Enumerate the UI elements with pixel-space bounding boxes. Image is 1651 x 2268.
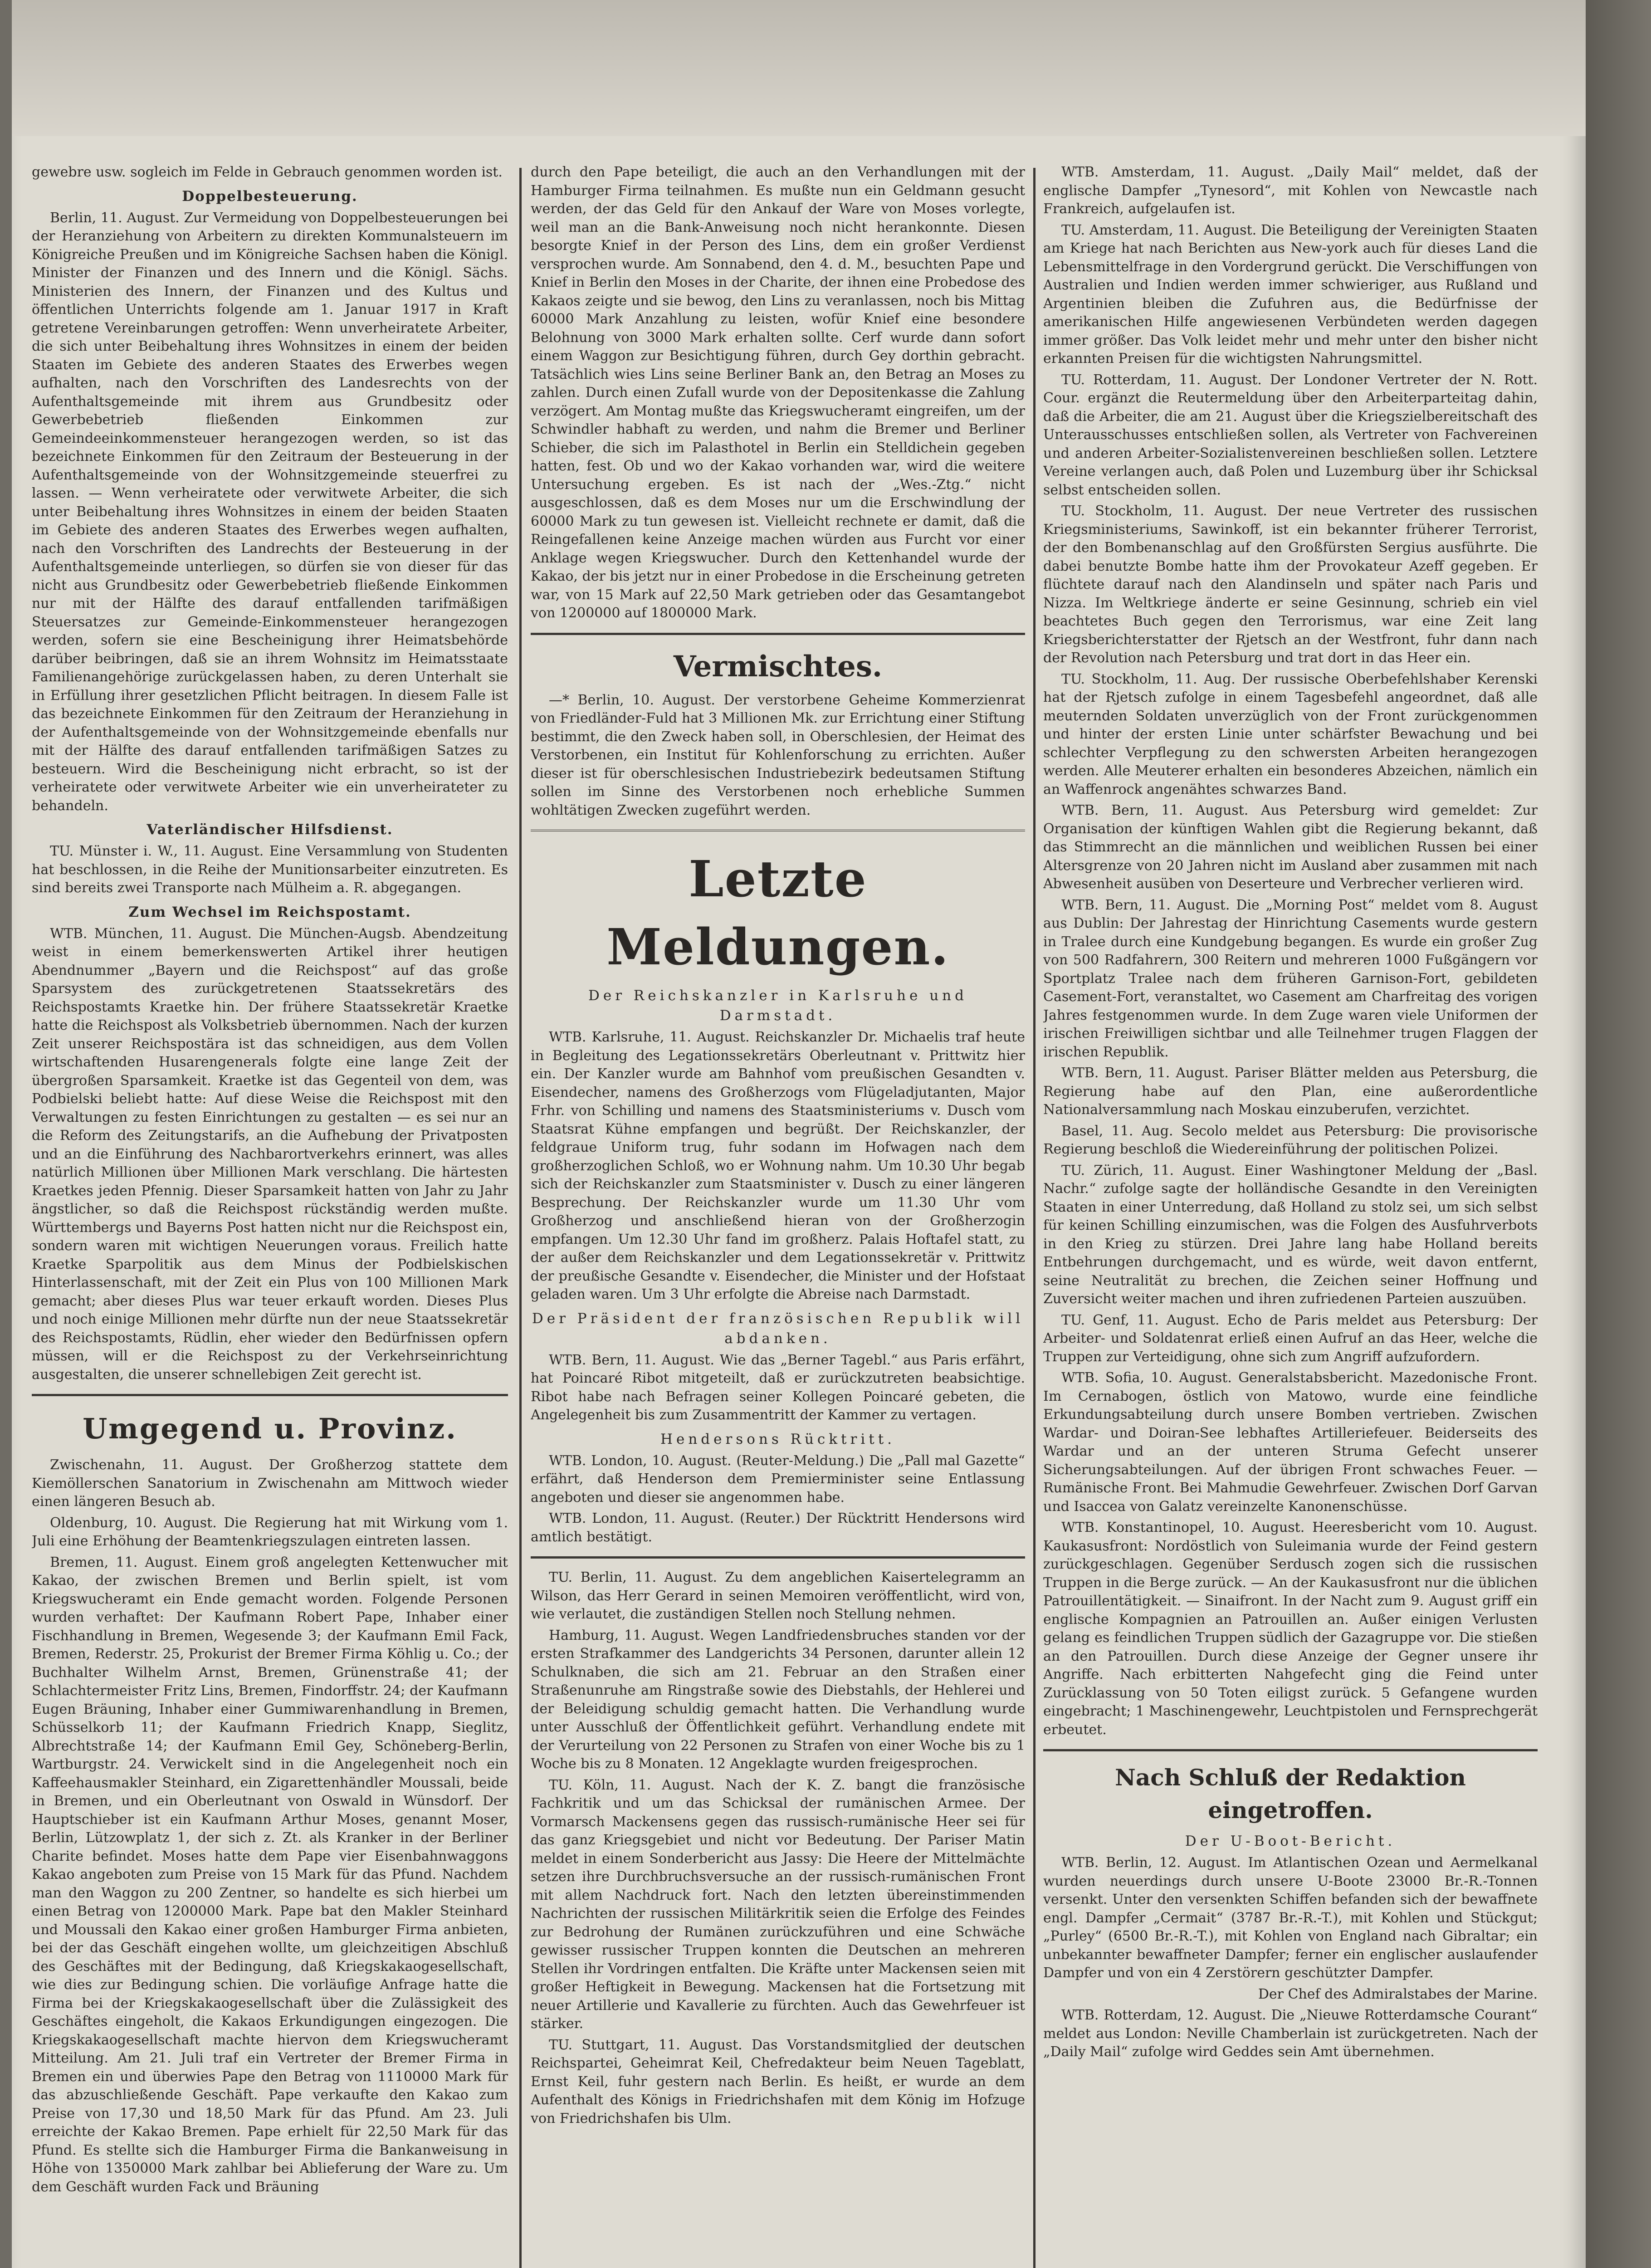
article-basel: Basel, 11. Aug. Secolo meldet aus Petersburg: Die provisorische Regierung beschloß die Wiedereinführung der politischen Polizei. xyxy=(1043,1123,1538,1157)
article-stuttgart: TU. Stuttgart, 11. August. Das Vorstandsmitglied der deutschen Reichspartei, Geheimrat Keil, Chefredakteur beim Neuen Tageblatt, Ernst Keil, fuhr gestern nach Berlin. Es heißt, er wurde an dem Aufenthalt des Königs in Friedrichshafen mit dem König im Hofzuge von Friedrichshafen bis Ulm. xyxy=(531,2037,1025,2126)
separator xyxy=(32,1394,508,1396)
article-amsterdam-2: TU. Amsterdam, 11. August. Die Beteiligung der Vereinigten Staaten am Kriege hat nach Berichten aus New-york auch für dieses Land die Lebensmittelfrage in den Vordergrund gerückt. Die Verschiffungen von Australien und Indien werden immer schwieriger, aus Rußland und Argentinien bleiben die Zufuhren aus, die Bedürfnisse der amerikanischen Hilfe angewiesenen Verbündeten werden dagegen immer größer. Das Volk leidet mehr und mehr unter den bisher nicht erkannten Preisen für die wichtigsten Nahrungsmittel. xyxy=(1043,222,1538,367)
article-reichspostamt: WTB. München, 11. August. Die München-Augsb. Abendzeitung weist in einem bemerkenswerten Artikel ihrer heutigen Abendnummer „Bayern und die Reichspost“ auf das große Sparsystem des zurückgetretenen Staatssekretärs des Reichspostamts Kraetke hin. Der frühere Staatssekretär Kraetke hatte die Reichspost als Volksbetrieb übernommen. Nach der kurzen Zeit unserer Reichspostära ist das schneidigen, aus dem Vollen wirtschaftenden Husarengenerals folgte eine lange Zeit der übergroßen Sparsamkeit. Kraetke ist das Gegenteil von dem, was Podbielski beliebt hatte: Auf diese Weise die Reichspost mit den Verwaltungen zu festen Einrichtungen zu gestalten — es sei nur an die Reform des Zeitungstarifs, an die Aufhebung der Privatposten und an die Einführung des Nachbarortverkehrs erinnert, was alles natürlich Millionen über Millionen Mark verschlang. Die härtesten Kraetkes jeden Pfennig. Dieser Sparsamkeit hatten von Jahr zu Jahr ängstlicher, so daß die Reichspost rückständig werden mußte. Württembergs und Bayerns Post hatten nicht nur die Reichspost ein, sondern waren mit wichtigen Neuerungen voraus. Freilich hatte Kraetke Sparpolitik aus dem Minus der Podbielskischen Hinterlassenschaft, mit der Zeit ein Plus von 100 Millionen Mark gemacht; aber dieses Plus war teuer erkauft worden. Dieses Plus und noch einige Millionen mehr dürfte nun der neue Staatssekretär des Reichspostamts, Rüdlin, eher wieder den Bedürfnissen opfern müssen, will er die Reichspost zu der Verkehrseinrichtung ausgestalten, die unserer schnellebigen Zeit gerecht ist. xyxy=(32,925,508,1383)
headline-henderson: Hendersons Rücktritt. xyxy=(660,1431,896,1447)
column-3 xyxy=(1043,163,1538,2268)
article-konstantinopel: WTB. Konstantinopel, 10. August. Heeresbericht vom 10. August. Kaukasusfront: Nordöstlich von Suleimania wurde der Feind gestern zurückgeschlagen. Gegenüber Serdusch zogen sich die russischen Truppen in die Berge zurück. — An der Kaukasusfront nur die üblichen Patrouillentätigkeit. — Sinaifront. In der Nacht zum 9. August griff ein englische Kompagnien an Patrouillen an. Außer einigen Verlusten gelang es feindlichen Truppen südlich der Gazagruppe vor. Die stießen an den Patrouillen. Durch diese Anzeige der Gegner unsere ihr Angriffe. Nach erbitterten Nahgefecht ging die Feind unter Zurücklassung von 50 Toten eiligst zurück. 5 Gefangene wurden eingebracht; 1 Maschinengewehr, Leuchtpistolen und Fernsprechgerät erbeutet. xyxy=(1043,1520,1538,1738)
separator xyxy=(1043,1749,1538,1751)
headline-praesident: Der Präsident der französischen Republik will abdanken. xyxy=(532,1310,1024,1347)
article-praesident: WTB. Bern, 11. August. Wie das „Berner Tagebl.“ aus Paris erfährt, hat Poincaré Ribot mitgeteilt, daß er zurückzutreten beabsichtige. Ribot habe nach Befragen seiner Kollegen Poincaré gebeten, die Angelegenheit bis zum Zusammentritt der Kammer zu vertagen. xyxy=(531,1352,1025,1423)
headline-doppelbesteuerung: Doppelbesteuerung. xyxy=(182,188,358,205)
article-bern-2: WTB. Bern, 11. August. Die „Morning Post“ meldet vom 8. August aus Dublin: Der Jahrestag der Hinrichtung Casements wurde gestern in Tralee durch eine Kundgebung begangen. Es wurde ein großer Zug von 500 Radfahrern, 300 Reitern und mehreren 1000 Fußgängern vor Sportplatz Tralee nach dem früheren Garnison-Fort, gebildeten Casement-Fort, veranstaltet, wo Casement am Charfreitag des vorigen Jahres festgenommen wurde. In dem Zuge waren viele Uniformen der irischen Freiwilligen sichtbar und alle Teilnehmer trugen Flaggen der irischen Republik. xyxy=(1043,897,1538,1060)
article-zwischenahn: Zwischenahn, 11. August. Der Großherzog stattete dem Kiemöllerschen Sanatorium in Zwischenahn am Mittwoch wieder einen längeren Besuch ab. xyxy=(32,1457,508,1510)
previous-page-strip xyxy=(12,0,1586,136)
headline-uboot: Der U-Boot-Bericht. xyxy=(1185,1833,1396,1849)
separator xyxy=(531,830,1025,835)
headline-reichspostamt: Zum Wechsel im Reichspostamt. xyxy=(128,904,411,920)
separator xyxy=(531,1556,1025,1559)
article-hamburg: Hamburg, 11. August. Wegen Landfriedensbruches standen vor der ersten Strafkammer des Landgerichts 34 Personen, darunter allein 12 Schulknaben, die sich am 21. Februar an den Straßen einer Straßenunruhe am Ringstraße sowie des Diebstahls, der Hehlerei und der Beleidigung schuldig gemacht hatten. Die Verhandlung wurde unter Ausschluß der Öffentlichkeit geführt. Verhandlung endete mit der Verurteilung von 22 Personen zu Strafen von einer Woche bis zu 1 Woche bis zu 8 Monaten. 12 Angeklagte wurden freigesprochen. xyxy=(531,1627,1025,1772)
article-reichskanzler: WTB. Karlsruhe, 11. August. Reichskanzler Dr. Michaelis traf heute in Begleitung des Legationssekretärs Oberleutnant v. Prittwitz hier ein. Der Kanzler wurde am Bahnhof vom preußischen Gesandten v. Eisendecher, namens des Großherzogs vom Flügeladjutanten, Major Frhr. von Schilling und namens des Staatsministeriums v. Dusch vom Staatsrat Kühne empfangen und begrüßt. Der Reichskanzler, der feldgraue Uniform trug, fuhr sodann im Hofwagen nach dem großherzoglichen Schloß, wo er Wohnung nahm. Um 10.30 Uhr begab sich der Reichskanzler zum Staatsminister v. Dusch zu einer längeren Besprechung. Der Reichskanzler wurde um 11.30 Uhr vom Großherzog und anschließend hieran von der Großherzogin empfangen. Um 12.30 Uhr fand im großherz. Palais Hoftafel statt, zu der außer dem Reichskanzler und dem Legationssekretär v. Prittwitz der preußische Gesandte v. Eisendecher, die Minister und der Hofstaat geladen waren. Um 3 Uhr erfolgte die Abreise nach Darmstadt. xyxy=(531,1029,1025,1302)
column-2 xyxy=(531,163,1025,2268)
article-stockholm-2: TU. Stockholm, 11. Aug. Der russische Oberbefehlshaber Kerenski hat der Rjetsch zufolge in einem Tagesbefehl angeordnet, daß alle meuternden Soldaten unverzüglich von der Front zurückgenommen und hinter der ersten Linie unter schärfster Bewachung und bei schlechter Verpflegung zu den schwersten Arbeiten herangezogen werden. Alle Meuterer erhalten ein besonderes Abzeichen, nämlich ein an Waffenrock angenähtes schwarzes Band. xyxy=(1043,671,1538,797)
headline-vermischtes: Vermischtes. xyxy=(673,649,883,684)
article-henderson-2: WTB. London, 11. August. (Reuter.) Der Rücktritt Hendersons wird amtlich bestätigt. xyxy=(531,1510,1025,1545)
article-zuerich: TU. Zürich, 11. August. Einer Washingtoner Meldung der „Basl. Nachr.“ zufolge sagte der holländische Gesandte in den Vereinigten Staaten in einer Unterredung, daß Holland zu stolz sei, um sich selbst für keinen Schilling einzumischen, was die Folgen des Ausfuhrverbots in den Krieg zu stürzen. Drei Jahre lang habe Holland bereits Entbehrungen durchgemacht, und es würde, weit davon entfernt, seine Neutralität zu brechen, die Zeichen seiner Hoffnung und Zuversicht weiter machen und ihren zufriedenen Parteien auszuüben. xyxy=(1043,1162,1538,1307)
article-doppelbesteuerung: Berlin, 11. August. Zur Vermeidung von Doppelbesteuerungen bei der Heranziehung von Arbeitern zu direkten Kommunalsteuern im Königreiche Preußen und im Königreiche Sachsen haben die Königl. Minister der Finanzen und des Innern und die Königl. Sächs. Ministerien des Innern, der Finanzen und des Kultus und öffentlichen Unterrichts folgende am 1. Januar 1917 in Kraft getretene Vereinbarungen getroffen: Wenn unverheiratete Arbeiter, die sich unter Beibehaltung ihres Wohnsitzes in einem der beiden Staaten im Gebiete des anderen Staates des Erwerbes wegen aufhalten, nach den Vorschriften des Landesrechts von der Aufenthaltsgemeinde mit ihrem aus Grundbesitz oder Gewerbebetrieb fließenden Einkommen zur Gemeindeeinkommensteuer herangezogen werden, so ist das bezeichnete Einkommen für den Zeitraum der Besteuerung in der Aufenthaltsgemeinde von der Wohnsitzgemeinde steuerfrei zu lassen. — Wenn verheiratete oder verwitwete Arbeiter, die sich unter Beibehaltung ihres Wohnsitzes in einem der beiden Staaten im Gebiete des anderen Staates des Erwerbes wegen aufhalten, nach den Vorschriften des Landrechts der Besteuerung in der Aufenthaltsgemeinde unterliegen, so dürfen sie von dieser für das nicht aus Grundbesitz oder Gewerbebetrieb fließende Einkommen nur mit der Hälfte des darauf entfallenden tarifmäßigen Steuersatzes zur Gemeinde-Einkommensteuer herangezogen werden, sofern sie eine Bescheinigung ihrer Heimatsbehörde darüber beibringen, daß sie an ihrem Wohnsitz im Heimatsstaate Familienangehörige zurückgelassen haben, zu deren Unterhalt sie in Erfüllung ihrer gesetzlichen Pflicht beitragen. In diesem Falle ist das bezeichnete Einkommen für den Zeitraum der Heranziehung in der Aufenthaltsgemeinde von der Wohnsitzgemeinde ebenfalls nur mit der Hälfte des darauf entfallenden tarifmäßigen Satzes zu besteuern. Wird die Bescheinigung nicht erbracht, so ist der verheiratete oder verwitwete Arbeiter wie ein unverheirateter zu behandeln. xyxy=(32,210,508,814)
article-rotterdam-2: WTB. Rotterdam, 12. August. Die „Nieuwe Rotterdamsche Courant“ meldet aus London: Neville Chamberlain ist zurückgetreten. Nach der „Daily Mail“ zufolge wird Geddes sein Amt übernehmen. xyxy=(1043,2007,1538,2060)
column-rule-2 xyxy=(1033,168,1036,2268)
article-sofia: WTB. Sofia, 10. August. Generalstabsbericht. Mazedonische Front. Im Cernabogen, östlich von Matowo, wurde eine feindliche Erkundungsabteilung durch unsere Bomben vertrieben. Zwischen Wardar- und Doiran-See lebhaftes Artilleriefeuer. Beiderseits des Wardar und an der unteren Struma Gefecht unserer Sicherungsabteilungen. Auf der übrigen Front schwaches Feuer. — Rumänische Front. Bei Mahmudie Gewehrfeuer. Zwischen Dorf Garvan und Isaccea von Galatz vereinzelte Kanonenschüsse. xyxy=(1043,1370,1538,1515)
article-bremen: Bremen, 11. August. Einem groß angelegten Kettenwucher mit Kakao, der zwischen Bremen und Berlin spielt, ist vom Kriegswucheramt ein Ende gemacht worden. Folgende Personen wurden verhaftet: Der Kaufmann Robert Pape, Inhaber einer Fischhandlung in Bremen, Wegesende 3; der Kaufmann Emil Fack, Bremen, Rederstr. 25, Prokurist der Bremer Firma Köhlig u. Co.; der Buchhalter Wilhelm Arnst, Bremen, Grünenstraße 41; der Schlachtermeister Fritz Lins, Bremen, Findorffstr. 24; der Kaufmann Eugen Bräuning, Inhaber einer Gummiwarenhandlung in Bremen, Schüsselkorb 11; der Kaufmann Friedrich Knapp, Sieglitz, Albrechtstraße 14; der Kaufmann Emil Gey, Schöneberg-Berlin, Wartburgstr. 24. Verwickelt sind in die Angelegenheit noch ein Kaffeehausmakler Steinhard, ein Zigarettenhändler Moussali, beide in Bremen, und ein Oberleutnant von Oswald in Wünsdorf. Der Hauptschieber ist ein Kaufmann Arthur Moses, genannt Moser, Berlin, Lützowplatz 1, der sich z. Zt. als Kranker in der Berliner Charite befindet. Moses hatte dem Pape vier Eisenbahnwaggons Kakao angeboten zum Preise von 15 Mark für das Pfund. Nachdem man den Waggon zu 200 Zentner, so handelte es sich hierbei um einen Betrag von 1200000 Mark. Pape bat den Makler Steinhard und Moussali den Kakao einer großen Hamburger Firma anbieten, bei der das Geschäft eingehen wollte, um gleichzeitigen Abschluß des Geschäftes mit der Bedingung, daß Kriegskakaogesellschaft, wie dies zur Bedingung schien. Die vorläufige Anfrage hatte die Firma bei der Kriegskakaogesellschaft über die Zulässigkeit des Geschäftes eingeholt, die Kakaos Erkundigungen eingezogen. Die Kriegskakaogesellschaft machte hiervon dem Kriegswucheramt Mitteilung. Am 21. Juli traf ein Vertreter der Bremer Firma in Bremen ein und überwies Pape den Betrag von 1110000 Mark für das abzuschließende Geschäft. Pape verkaufte den Kakao zum Preise von 17,30 und 18,50 Mark für das Pfund. Am 23. Juli erreichte der Kakao Bremen. Pape erhielt für 22,50 Mark für das Pfund. Es stellte sich die Hamburger Firma die Bankanweisung in Höhe von 1350000 Mark zahlbar bei Ablieferung der Ware zu. Um dem Geschäft wurden Fack und Bräuning xyxy=(32,1554,508,2195)
article-vermischtes: —* Berlin, 10. August. Der verstorbene Geheime Kommerzienrat von Friedländer-Fuld hat 3 Millionen Mk. zur Errichtung einer Stiftung bestimmt, die den Zweck haben soll, in Oberschlesien, der Heimat des Verstorbenen, ein Institut für Kohlenforschung zu errichten. Außer dieser ist für oberschlesischen Industriebezirk bedeutsamen Stiftung sollen im Sinne des Verstorbenen noch erhebliche Summen wohltätigen Zwecken zugeführt werden. xyxy=(531,692,1025,818)
article-henderson-1: WTB. London, 10. August. (Reuter-Meldung.) Die „Pall mal Gazette“ erfährt, daß Henderson dem Premierminister seine Entlassung angeboten und dieser sie angenommen habe. xyxy=(531,1452,1025,1505)
article-genf: TU. Genf, 11. August. Echo de Paris meldet aus Petersburg: Der Arbeiter- und Soldatenrat erließ einen Aufruf an das Heer, welche die Truppen zur Verteidigung, ohne sich zum Angriff aufzufordern. xyxy=(1043,1312,1538,1365)
headline-reichskanzler: Der Reichskanzler in Karlsruhe und Darmstadt. xyxy=(588,987,967,1024)
article-uboot: WTB. Berlin, 12. August. Im Atlantischen Ozean und Aermelkanal wurden neuerdings durch unsere U-Boote 23000 Br.-R.-Tonnen versenkt. Unter den versenkten Schiffen befanden sich der bewaffnete engl. Dampfer „Cermait“ (3787 Br.-R.-T.), mit Kohlen und Stückgut; „Purley“ (6500 Br.-R.-T.), mit Kohlen von England nach Gibraltar; ein unbekannter bewaffneter Dampfer; ferner ein englischer auslaufender Dampfer und von ein 4 Zerstörern geschützter Dampfer. xyxy=(1043,1855,1538,1981)
separator xyxy=(531,633,1025,635)
headline-umgegend: Umgegend u. Provinz. xyxy=(83,1412,457,1445)
page-gutter xyxy=(1586,0,1651,2268)
article-oldenburg: Oldenburg, 10. August. Die Regierung hat mit Wirkung vom 1. Juli eine Erhöhung der Beamtenkriegszulagen eintreten lassen. xyxy=(32,1515,508,1549)
article-uboot-signature: Der Chef des Admiralstabes der Marine. xyxy=(1258,1986,1538,2002)
article-berlin-telegramm: TU. Berlin, 11. August. Zu dem angeblichen Kaisertelegramm an Wilson, das Herr Gerard in seinen Memoiren veröffentlicht, wird von, wie verlautet, die zuständigen Stellen noch Stellung nehmen. xyxy=(531,1569,1025,1622)
column-rule-1 xyxy=(519,168,522,2268)
article-koeln: TU. Köln, 11. August. Nach der K. Z. bangt die französische Fachkritik und um das Schicksal der rumänischen Armee. Der Vormarsch Mackensens gegen das russisch-rumänische Heer sei für das ganz Kriegsgebiet und nicht vor Bedeutung. Der Pariser Matin meldet in einem Sonderbericht aus Jassy: Die Heere der Mittelmächte setzen ihre Durchbruchsversuche an der russisch-rumänischen Front mit allem Nachdruck fort. Nach den letzten übereinstimmenden Nachrichten der russischen Militärkritik seien die Erfolge des Feindes zur Bedrohung der Rumänen zurückzuführen und eine Schwäche gewisser russischer Truppen konnten die Deutschen an mehreren Stellen ihr Vordringen entfalten. Die Kräfte unter Mackensen seien mit großer Heftigkeit in Bewegung. Mackensen hat die Fortsetzung mit neuer Artillerie und Kavallerie zu fürchten. Auch das Gewehrfeuer ist stärker. xyxy=(531,1777,1025,2032)
article-hilfsdienst: TU. Münster i. W., 11. August. Eine Versammlung von Studenten hat beschlossen, in die Reihe der Munitionsarbeiter einzutreten. Es sind bereits zwei Transporte nach Mülheim a. R. abgegangen. xyxy=(32,843,508,896)
article-bern-1: WTB. Bern, 11. August. Aus Petersburg wird gemeldet: Zur Organisation der künftigen Wahlen gibt die Regierung bekannt, daß das Stimmrecht an die männlichen und weiblichen Russen bei einer Altersgrenze von 20 Jahren nicht im Ausland aber zusammen mit nach Abwesenheit ausüben von Deserteure und Verbrecher verlieren wird. xyxy=(1043,802,1538,892)
article-amsterdam-1: WTB. Amsterdam, 11. August. „Daily Mail“ meldet, daß der englische Dampfer „Tynesord“, mit Kohlen von Newcastle nach Frankreich, aufgelaufen ist. xyxy=(1043,164,1538,217)
column-1 xyxy=(32,163,508,2268)
article-rotterdam: TU. Rotterdam, 11. August. Der Londoner Vertreter der N. Rott. Cour. ergänzt die Reutermeldung über den Arbeiterparteitag dahin, daß die Arbeiter, die am 21. August über die Kriegszielbereitschaft des Unterausschusses entschließen sollen, als Vertreter von Fachvereinen und anderen Arbeiter-Sozialistenvereinen beschließen sollen. Letztere Vereine verlangen auch, daß Polen und Luzemburg über ihr Schicksal selbst entscheiden sollen. xyxy=(1043,371,1538,498)
article-bremen-continued: durch den Pape beteiligt, die auch an den Verhandlungen mit der Hamburger Firma teilnahmen. Es mußte nun ein Geldmann gesucht werden, der das Geld für den Ankauf der Ware von Moses vorlegte, weil man an die Bank-Anweisung noch nicht herankonnte. Diesen besorgte Knief in der Person des Lins, dem ein großer Verdienst versprochen wurde. Am Sonnabend, den 4. d. M., besuchten Pape und Knief in Berlin den Moses in der Charite, der ihnen eine Probedose des Kakaos zeigte und sie bewog, den Lins zu veranlassen, noch bis Mittag 60000 Mark Anzahlung zu leisten, wofür Knief eine besondere Belohnung von 3000 Mark erhalten sollte. Cerf wurde dann sofort einem Waggon zur Besichtigung führen, durch Gey dorthin gebracht. Tatsächlich wies Lins seine Berliner Bank an, den Betrag an Moses zu zahlen. Durch einen Zufall wurde von der Depositenkasse die Zahlung verzögert. Am Montag mußte das Kriegswucheramt eingreifen, um der Schwindler habhaft zu werden, und nahm die Bremer und Berliner Schieber, die sich im Palasthotel in Berlin ein Stelldichein gegeben hatten, fest. Ob und wo der Kakao vorhanden war, wird die weitere Untersuchung ergeben. Es ist nach der „Wes.-Ztg.“ nicht ausgeschlossen, daß es dem Moses nur um die Erschwindlung der 60000 Mark zu tun gewesen ist. Vielleicht rechnete er damit, daß die Reingefallenen keine Anzeige machen würden aus Furcht vor einer Anklage wegen Kriegswucher. Durch den Kettenhandel wurde der Kakao, der bis jetzt nur in einer Probedose in die Erscheinung getreten war, von 15 Mark auf 22,50 Mark getrieben oder das Gesamtangebot von 1200000 auf 1800000 Mark. xyxy=(531,164,1025,621)
headline-nach-schluss: Nach Schluß der Redaktion eingetroffen. xyxy=(1115,1764,1466,1823)
article-bern-3: WTB. Bern, 11. August. Pariser Blätter melden aus Petersburg, die Regierung habe auf den Plan, eine außerordentliche Nationalversammlung nach Moskau einzuberufen, verzichtet. xyxy=(1043,1065,1538,1118)
headline-letzte-meldungen: Letzte Meldungen. xyxy=(606,850,949,976)
article-stockholm-1: TU. Stockholm, 11. August. Der neue Vertreter des russischen Kriegsministeriums, Sawinkoff, ist ein bekannter früherer Terrorist, der den Bombenanschlag auf den Großfürsten Sergius ausführte. Die dabei benutzte Bombe hatte ihm der Provokateur Azeff gegeben. Er flüchtete darauf nach den Alandinseln und später nach Paris und Nizza. Im Weltkriege änderte er seine Gesinnung, schrieb ein viel beachtetes Buch gegen den Terrorismus, war eine Zeit lang Kriegsberichterstatter der Rjetsch an der Westfront, fuhr dann nach der Revolution nach Petersburg und trat dort in das Heer ein. xyxy=(1043,503,1538,666)
article-intro: gewebre usw. sogleich im Felde in Gebrauch genommen worden ist. xyxy=(32,164,503,180)
headline-hilfsdienst: Vaterländischer Hilfsdienst. xyxy=(147,821,393,838)
